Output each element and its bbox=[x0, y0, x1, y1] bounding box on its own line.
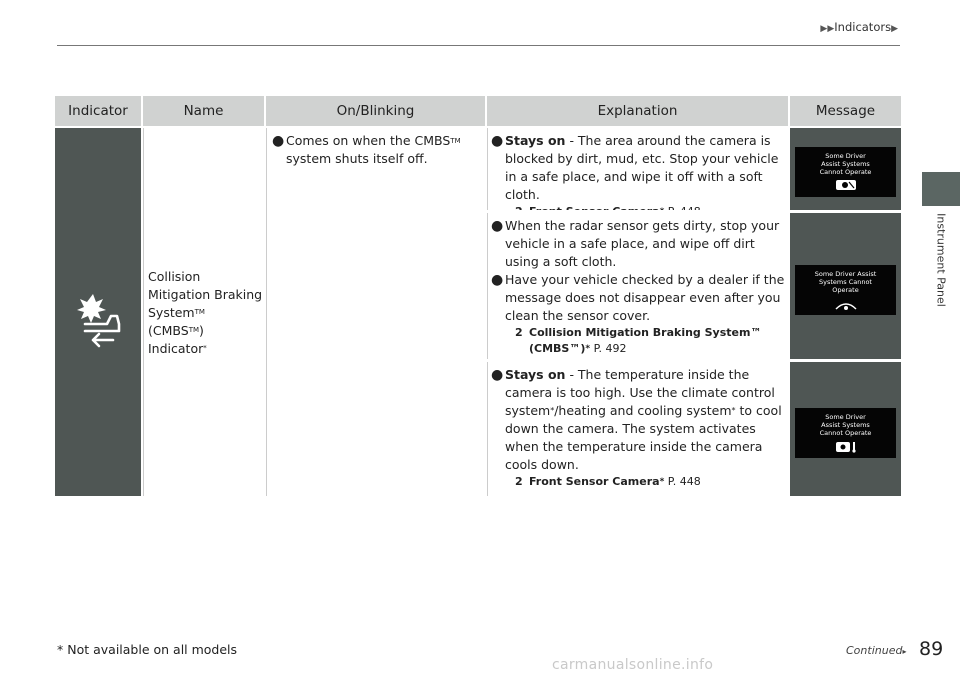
breadcrumb-label[interactable]: Indicators bbox=[834, 20, 892, 34]
continued-label bbox=[846, 644, 906, 657]
status-label: Stays on bbox=[505, 367, 566, 382]
bullet-icon: ● bbox=[272, 133, 285, 149]
indicator-name bbox=[148, 268, 262, 358]
display-message bbox=[795, 408, 896, 458]
breadcrumb[interactable] bbox=[820, 20, 898, 34]
watermark: carmanualsonline.info bbox=[552, 657, 714, 673]
on-blinking-line: Comes on when the CMBS bbox=[286, 133, 451, 148]
header-divider bbox=[57, 45, 900, 46]
cross-reference-link[interactable] bbox=[515, 474, 787, 490]
cross-reference-link[interactable] bbox=[515, 325, 787, 357]
bullet-icon: ● bbox=[491, 133, 504, 149]
column-header-indicator: Indicator bbox=[55, 96, 141, 126]
camera-temperature-icon bbox=[835, 441, 857, 453]
message-line: Operate bbox=[832, 286, 859, 294]
footnote: * Not available on all models bbox=[57, 642, 238, 657]
radar-sensor-icon bbox=[834, 301, 858, 311]
name-line: Mitigation Braking bbox=[148, 287, 263, 302]
message-line: Cannot Operate bbox=[819, 168, 872, 176]
name-line bbox=[148, 322, 262, 340]
message-line: Cannot Operate bbox=[819, 429, 872, 437]
trademark-sup: TM bbox=[194, 308, 205, 316]
trademark-sup: TM bbox=[188, 326, 200, 334]
explanation-text: to cool down the camera. The system activates when the temperature inside the camera cools down. bbox=[505, 403, 782, 472]
column-header-on-blinking: On/Blinking bbox=[266, 96, 485, 126]
message-line: Some Driver bbox=[825, 413, 866, 421]
name-text: Indicator bbox=[148, 341, 204, 356]
explanation-text: - The temperature inside the camera is too high. Use the climate control system bbox=[505, 367, 775, 418]
continued-arrow-icon: ▸ bbox=[902, 647, 907, 656]
message-cell-2 bbox=[790, 213, 901, 359]
column-header-explanation: Explanation bbox=[487, 96, 788, 126]
xref-title[interactable]: Front Sensor Camera bbox=[529, 475, 660, 488]
message-line: Assist Systems bbox=[821, 160, 870, 168]
explanation-text: Have your vehicle checked by a dealer if the message does not disappear even after you clean the sensor cover. bbox=[505, 272, 785, 323]
footnote-star: * bbox=[659, 477, 665, 487]
column-header-name: Name bbox=[143, 96, 264, 126]
message-line: Assist Systems bbox=[821, 421, 870, 429]
explanation-text: - The area around the camera is blocked by dirt, mud, etc. Stop your vehicle in a safe place, and wipe it off with a soft cloth. bbox=[505, 133, 779, 202]
trademark-sup: TM bbox=[450, 137, 461, 145]
footnote-star: * bbox=[550, 406, 555, 415]
explanation-row-3 bbox=[487, 362, 789, 496]
xref-page[interactable]: P. 492 bbox=[590, 342, 627, 355]
on-blinking-text bbox=[272, 132, 480, 168]
message-line: Systems Cannot bbox=[819, 278, 872, 286]
indicator-cell bbox=[55, 128, 141, 496]
xref-title[interactable]: Collision Mitigation Braking System™ bbox=[529, 326, 762, 339]
continued-text: Continued bbox=[846, 644, 903, 657]
xref-title[interactable]: (CMBS™) bbox=[529, 342, 586, 355]
name-line bbox=[148, 304, 262, 322]
display-message bbox=[795, 147, 896, 197]
explanation-text: /heating and cooling system bbox=[554, 403, 732, 418]
collision-mitigation-warning-icon bbox=[55, 128, 141, 496]
bullet-icon: ● bbox=[491, 272, 504, 288]
message-cell-1 bbox=[790, 128, 901, 210]
reference-arrow-icon: 2 bbox=[515, 475, 523, 488]
bullet-icon: ● bbox=[491, 218, 504, 234]
name-cell bbox=[143, 128, 265, 496]
name-line: Collision bbox=[148, 269, 201, 284]
list-item bbox=[491, 366, 787, 474]
footnote-star: * bbox=[731, 406, 736, 415]
list-item bbox=[491, 132, 787, 204]
camera-blocked-icon bbox=[835, 179, 857, 191]
xref-page[interactable]: P. 448 bbox=[664, 475, 701, 488]
name-text: ) bbox=[199, 323, 204, 338]
explanation-row-2 bbox=[487, 213, 789, 359]
message-cell-3 bbox=[790, 362, 901, 496]
status-label: Stays on bbox=[505, 133, 566, 148]
column-header-message: Message bbox=[790, 96, 901, 126]
section-tab-marker bbox=[922, 172, 960, 206]
on-blinking-line: system shuts itself off. bbox=[286, 151, 428, 166]
breadcrumb-arrow-icon: ▶▶ bbox=[820, 24, 835, 34]
explanation-text: When the radar sensor gets dirty, stop your vehicle in a safe place, and wipe off dirt using a soft cloth. bbox=[505, 218, 780, 269]
message-line: Some Driver Assist bbox=[814, 270, 877, 278]
list-item bbox=[491, 217, 787, 271]
breadcrumb-arrow-icon: ▶ bbox=[891, 24, 898, 34]
name-text: System bbox=[148, 305, 195, 320]
name-text: (CMBS bbox=[148, 323, 189, 338]
section-side-label: Instrument Panel bbox=[934, 213, 948, 307]
on-blinking-cell bbox=[266, 128, 486, 496]
footnote-star: * bbox=[585, 344, 591, 354]
name-line bbox=[148, 340, 262, 358]
page-header bbox=[0, 0, 960, 46]
reference-arrow-icon: 2 bbox=[515, 326, 523, 339]
page-number: 89 bbox=[919, 638, 944, 660]
explanation-row-1 bbox=[487, 128, 789, 210]
list-item bbox=[491, 271, 787, 325]
display-message bbox=[795, 265, 896, 315]
footnote-star: * bbox=[203, 344, 207, 352]
message-line: Some Driver bbox=[825, 152, 866, 160]
bullet-icon: ● bbox=[491, 367, 504, 383]
